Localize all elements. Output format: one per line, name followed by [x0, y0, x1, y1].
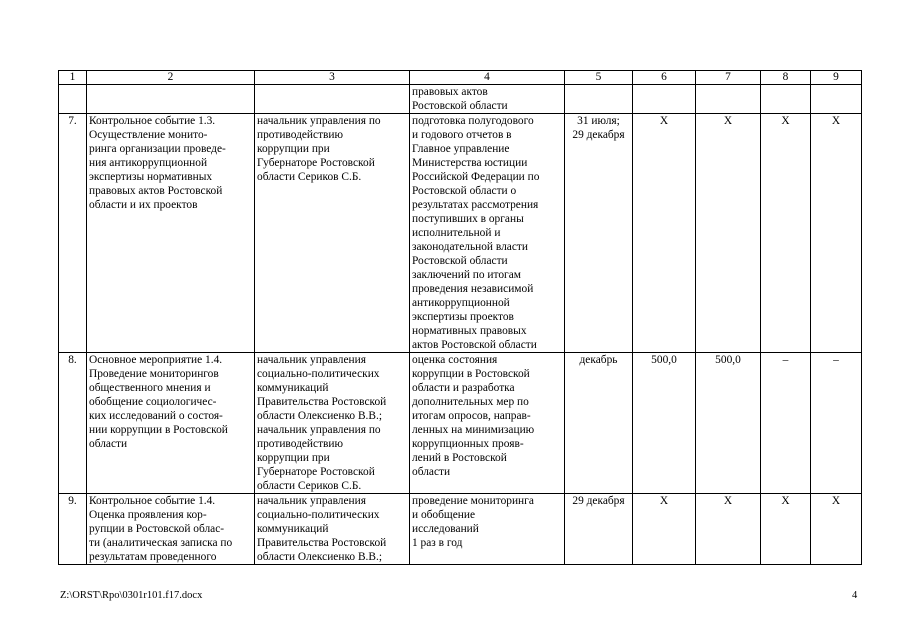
header-cell: 1	[59, 71, 87, 85]
event-cell: Контрольное событие 1.3. Осуществление монито- ринга организации проведе- ния антикоррупционной экспертизы нормативных правовых актов Ростовской области и их проектов	[87, 114, 255, 353]
empty-cell	[761, 85, 811, 114]
header-row	[59, 71, 862, 85]
responsible-cell: начальник управления социально-политических коммуникаций Правительства Ростовской области Олексиенко В.В.;	[255, 494, 410, 565]
document-path: Z:\ORST\Rpo\0301r101.f17.docx	[60, 590, 203, 601]
empty-cell	[811, 85, 862, 114]
empty-cell	[255, 85, 410, 114]
table-row	[59, 494, 862, 565]
table-row	[59, 353, 862, 494]
date-cell: 31 июля; 29 декабря	[565, 114, 633, 353]
value-cell: –	[761, 353, 811, 494]
result-cell: подготовка полугодового и годового отчетов в Главное управлениe Министерства юстиции Российской Федерации по Ростовской области о результатах рассмотрения поступивших в органы исполнительной и законодательной власти Ростовской области заключений по итогам проведения независимой антикоррупционной экспертизы проектов нормативных правовых актов Ростовской области	[410, 114, 565, 353]
continuation-row	[59, 85, 862, 114]
value-cell: 500,0	[696, 353, 761, 494]
value-cell: Х	[811, 494, 862, 565]
value-cell: Х	[761, 114, 811, 353]
empty-cell	[696, 85, 761, 114]
value-cell: Х	[633, 114, 696, 353]
value-cell: Х	[633, 494, 696, 565]
result-cell: оценка состояния коррупции в Ростовской области и разработка дополнительных мер по итогам опросов, направ- ленных на минимизацию коррупционных прояв- лений в Ростовской области	[410, 353, 565, 494]
event-cell: Основное мероприятие 1.4. Проведение мониторингов общественного мнения и обобщение социологичес- ких исследований о состоя- нии коррупции в Ростовской области	[87, 353, 255, 494]
responsible-cell: начальник управления социально-политических коммуникаций Правительства Ростовской области Олексиенко В.В.; начальник управления по противодействию коррупции при Губернаторе Ростовской области Сериков С.Б.	[255, 353, 410, 494]
header-cell: 7	[696, 71, 761, 85]
plan-table	[58, 70, 862, 565]
value-cell: 500,0	[633, 353, 696, 494]
date-cell: 29 декабря	[565, 494, 633, 565]
header-cell: 3	[255, 71, 410, 85]
empty-cell	[59, 85, 87, 114]
result-cell: проведение мониторинга и обобщение исследований 1 раз в год	[410, 494, 565, 565]
value-cell: Х	[696, 494, 761, 565]
table-row	[59, 114, 862, 353]
row-number: 9.	[59, 494, 87, 565]
value-cell: –	[811, 353, 862, 494]
header-cell: 6	[633, 71, 696, 85]
value-cell: Х	[696, 114, 761, 353]
row-number: 7.	[59, 114, 87, 353]
value-cell: Х	[811, 114, 862, 353]
empty-cell	[633, 85, 696, 114]
event-cell: Контрольное событие 1.4. Оценка проявления кор- рупции в Ростовской облас- ти (аналитическая записка по результатам проведенного	[87, 494, 255, 565]
value-cell: Х	[761, 494, 811, 565]
result-cell: правовых актов Ростовской области	[410, 85, 565, 114]
date-cell: декабрь	[565, 353, 633, 494]
row-number: 8.	[59, 353, 87, 494]
page-number: 4	[852, 590, 858, 601]
header-cell: 8	[761, 71, 811, 85]
empty-cell	[565, 85, 633, 114]
header-cell: 5	[565, 71, 633, 85]
empty-cell	[87, 85, 255, 114]
responsible-cell: начальник управления по противодействию коррупции при Губернаторе Ростовской области Сериков С.Б.	[255, 114, 410, 353]
header-cell: 9	[811, 71, 862, 85]
header-cell: 4	[410, 71, 565, 85]
header-cell: 2	[87, 71, 255, 85]
